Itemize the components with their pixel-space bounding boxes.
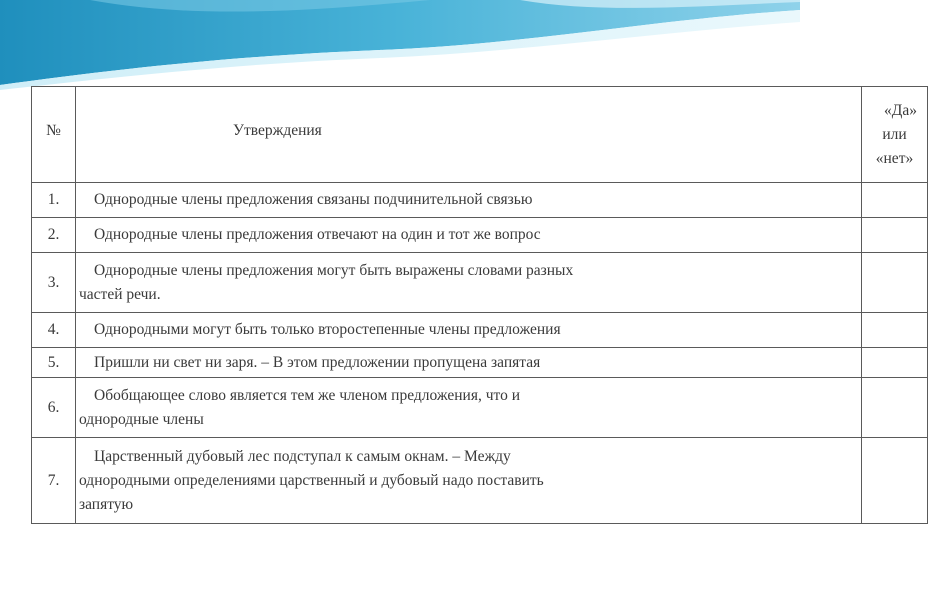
header-statements: Утверждения xyxy=(76,87,862,183)
header-answer-line: «нет» xyxy=(875,149,914,167)
row-answer-cell[interactable] xyxy=(862,183,928,218)
row-statement xyxy=(76,183,862,218)
row-answer-cell[interactable] xyxy=(862,378,928,438)
row-statement xyxy=(76,218,862,253)
header-answer-line: «Да» xyxy=(884,101,917,119)
row-number: 5. xyxy=(32,348,76,378)
table-row xyxy=(32,378,928,438)
table-row xyxy=(32,438,928,524)
row-statement xyxy=(76,253,862,313)
table-row xyxy=(32,183,928,218)
row-answer-cell[interactable] xyxy=(862,313,928,348)
decorative-wave-banner xyxy=(0,0,800,90)
row-statement-text: Царственный дубовый лес подступал к самым окнам. – Между xyxy=(94,447,511,465)
row-answer-cell[interactable] xyxy=(862,438,928,524)
row-answer-cell[interactable] xyxy=(862,218,928,253)
row-statement-text: Однородные члены предложения могут быть выражены словами разных xyxy=(94,261,574,279)
header-number: № xyxy=(32,87,76,183)
statements-table xyxy=(31,86,928,524)
table-row xyxy=(32,313,928,348)
row-statement xyxy=(76,438,862,524)
row-statement xyxy=(76,313,862,348)
row-statement-text: Однородные члены предложения связаны подчинительной связью xyxy=(94,191,533,208)
header-answer-line: или xyxy=(882,125,907,143)
table-row xyxy=(32,253,928,313)
row-answer-cell[interactable] xyxy=(862,348,928,378)
row-statement-text: однородными определениями царственный и дубовый надо поставить xyxy=(79,471,544,489)
row-number: 1. xyxy=(32,183,76,218)
row-statement-text: Обобщающее слово является тем же членом предложения, что и xyxy=(94,386,521,404)
row-statement xyxy=(76,348,862,378)
row-number: 6. xyxy=(32,378,76,438)
table-row xyxy=(32,218,928,253)
row-statement-text: запятую xyxy=(79,495,134,513)
row-number: 3. xyxy=(32,253,76,313)
row-statement-text: частей речи. xyxy=(79,285,161,303)
row-statement-text: Пришли ни свет ни заря. – В этом предложении пропущена запятая xyxy=(94,353,541,371)
row-number: 2. xyxy=(32,218,76,253)
row-number: 7. xyxy=(32,438,76,524)
row-number: 4. xyxy=(32,313,76,348)
row-statement-text: однородные члены xyxy=(79,410,204,428)
row-statement xyxy=(76,378,862,438)
row-statement-text: Однородные члены предложения отвечают на один и тот же вопрос xyxy=(94,226,541,243)
table-row xyxy=(32,348,928,378)
row-statement-text: Однородными могут быть только второстепенные члены предложения xyxy=(94,321,561,338)
row-answer-cell[interactable] xyxy=(862,253,928,313)
table-header-row xyxy=(32,87,928,183)
header-answer xyxy=(862,87,928,183)
